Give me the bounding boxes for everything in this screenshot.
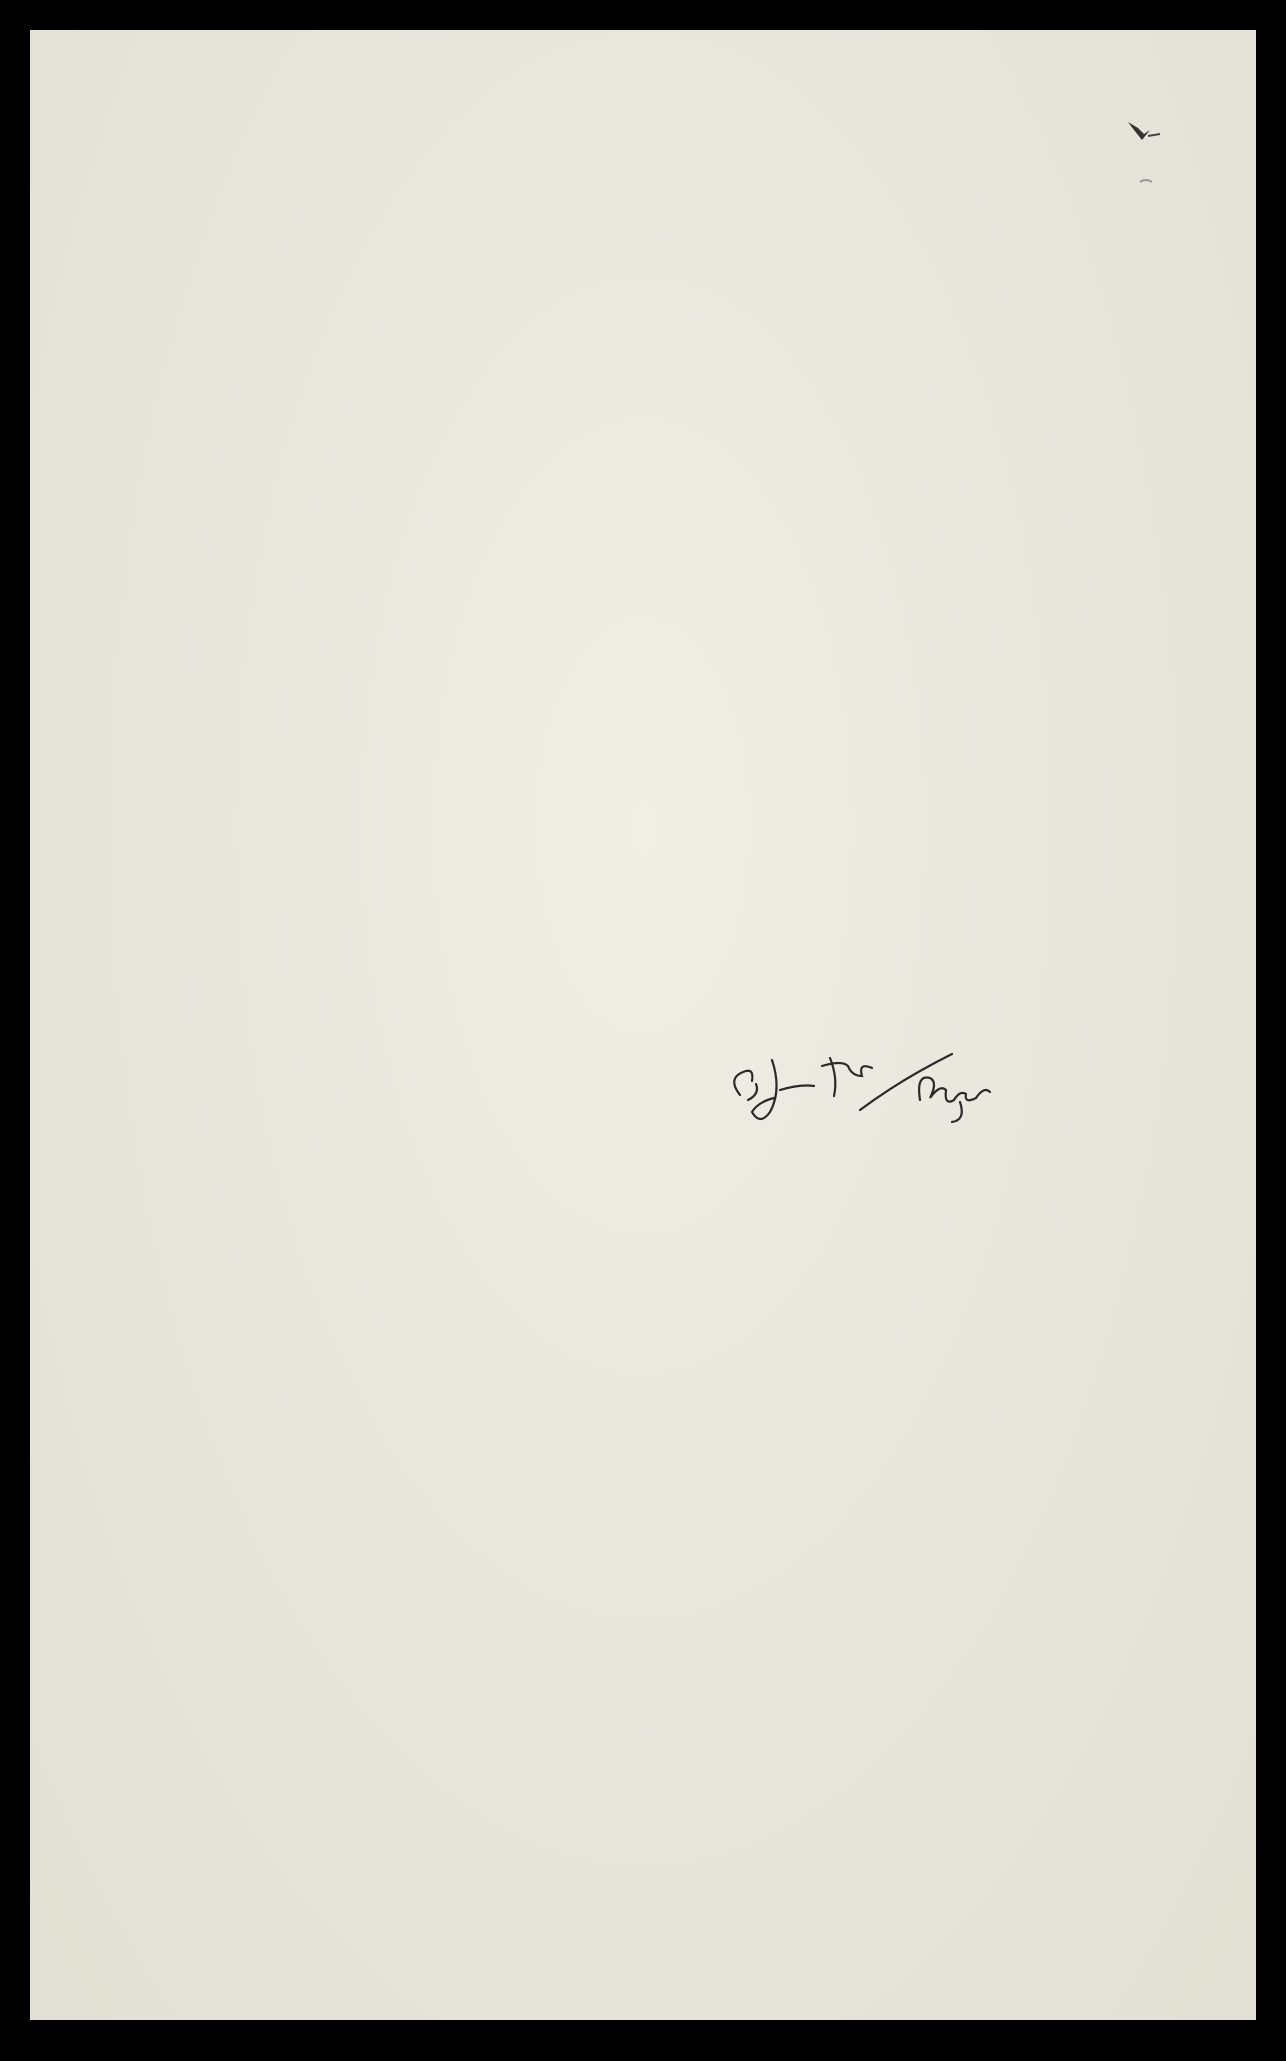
document-page [30, 30, 1256, 2020]
section-12-heading [102, 292, 155, 494]
ink-smudge-icon [1120, 100, 1180, 200]
handwritten-signature [710, 1040, 1070, 1135]
section-13-heading [102, 768, 172, 970]
